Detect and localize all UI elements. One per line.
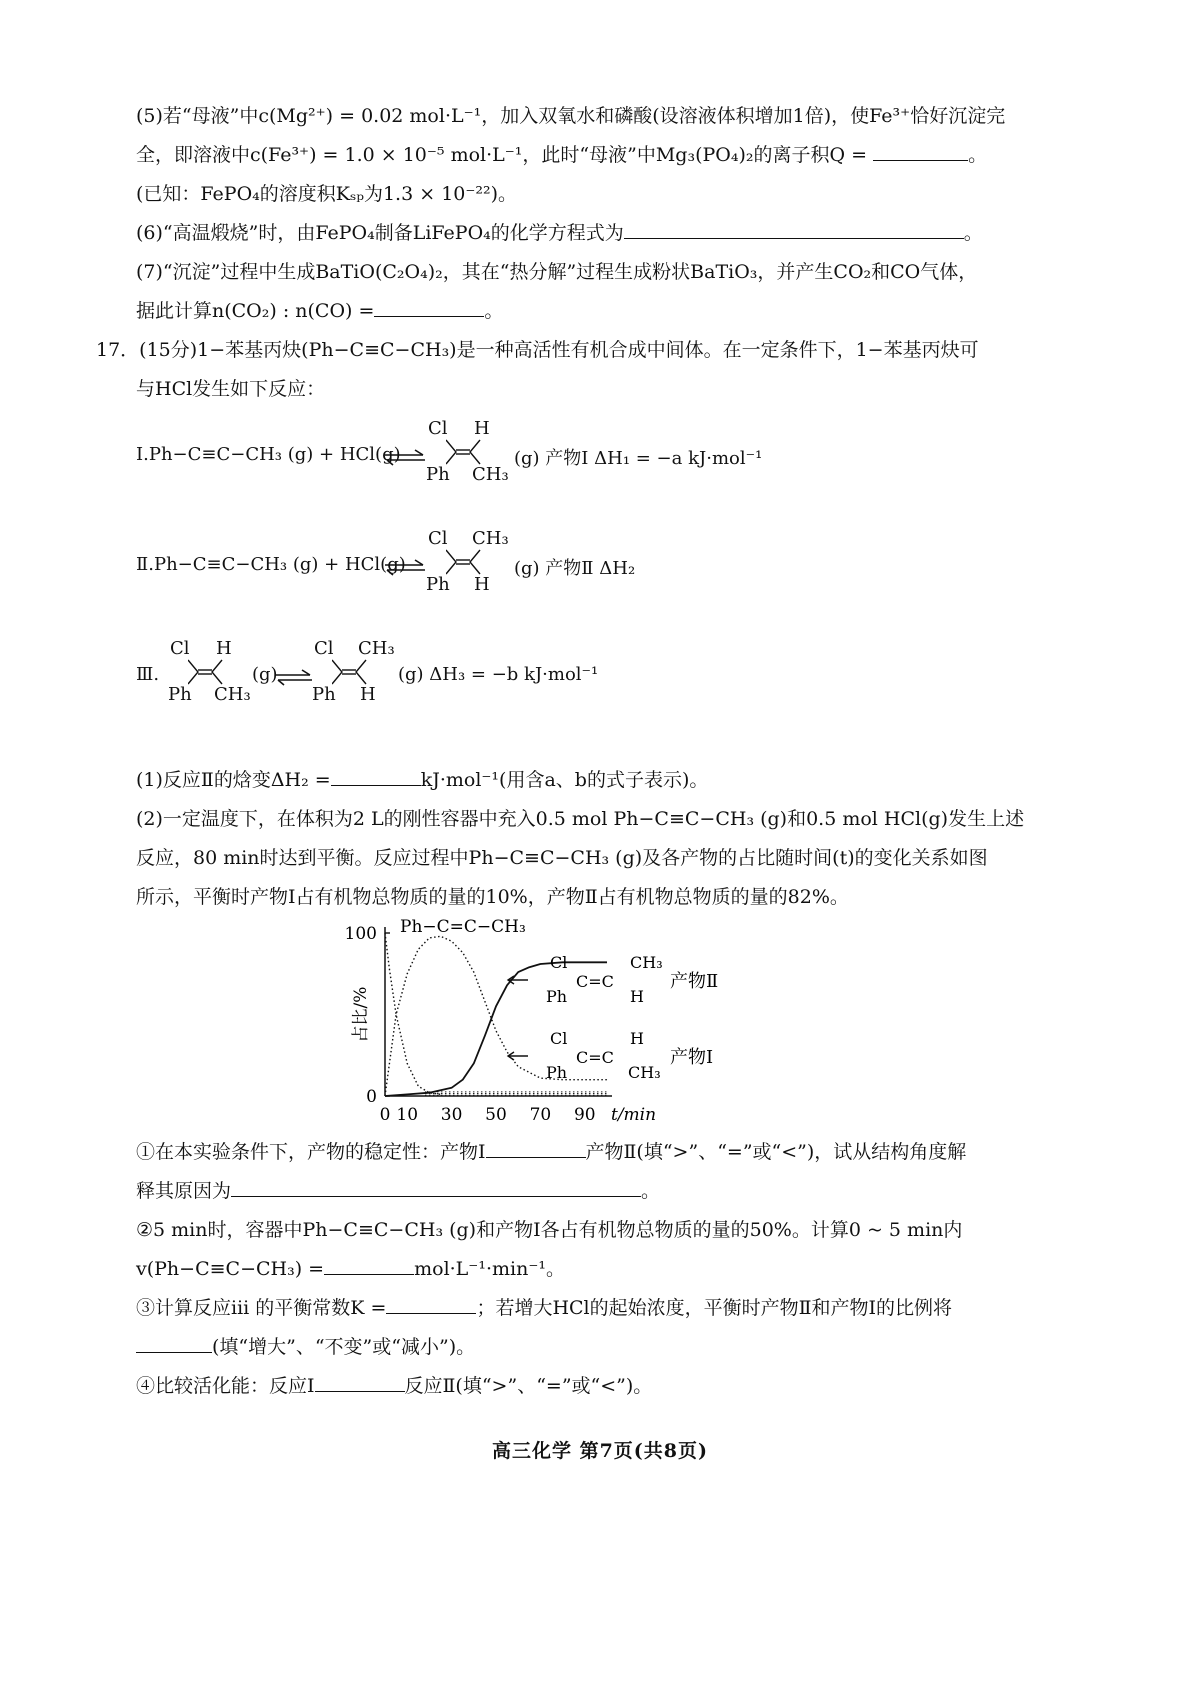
q16-p5-line3: (已知：FePO₄的溶度积Kₛₚ为1.3 × 10⁻²²)。: [136, 183, 518, 205]
x-tick-label: 30: [440, 1105, 463, 1125]
p2-cc: C=C: [576, 972, 614, 991]
p1-name: 产物Ⅰ: [670, 1047, 714, 1068]
x-tick-label: 10: [396, 1105, 419, 1125]
series-line-产物Ⅱ: [385, 962, 607, 1096]
p2-ch3: CH₃: [630, 953, 663, 972]
y-tick-label: 0: [366, 1087, 377, 1107]
answer-blank-reason[interactable]: [231, 1178, 641, 1197]
q17-sub1-line2: 释其原因为 。: [136, 1180, 661, 1202]
p1-cl: Cl: [550, 1029, 568, 1048]
x-axis-label: t/min: [611, 1105, 657, 1125]
product-1-structure: Cl H Ph CH₃: [426, 418, 509, 485]
series-line-产物Ⅰ: [385, 936, 607, 1096]
q17-sub3-line1: ③计算反应ⅲ 的平衡常数K = ；若增大HCl的起始浓度，平衡时产物Ⅱ和产物Ⅰ的比例将: [136, 1297, 953, 1319]
q17-part2-line2: 反应，80 min时达到平衡。反应过程中Ph−C≡C−CH₃ (g)及各产物的占比随时间(t)的变化关系如图: [136, 847, 988, 869]
p1-cc: C=C: [576, 1048, 614, 1067]
p2-h: H: [630, 987, 644, 1006]
p1-h: H: [630, 1029, 644, 1048]
y-axis-label: 占比/%: [351, 986, 371, 1043]
x-tick-label: 50: [485, 1105, 507, 1125]
answer-blank-activation-energy[interactable]: [315, 1373, 405, 1392]
equilibrium-arrow-icon: [383, 558, 427, 576]
p1-ch3: CH₃: [628, 1063, 661, 1082]
composition-chart: [340, 912, 760, 1134]
answer-blank-rate[interactable]: [324, 1256, 414, 1275]
q16-p5-line2: 全，即溶液中c(Fe³⁺) = 1.0 × 10⁻⁵ mol·L⁻¹，此时“母液”中Mg₃(PO₄)₂的离子积Q = 。: [136, 144, 988, 166]
p1-ph: Ph: [546, 1063, 568, 1082]
q17-sub2-line2: v(Ph−C≡C−CH₃) = mol·L⁻¹·min⁻¹。: [136, 1258, 565, 1280]
q16-p7-line1: (7)“沉淀”过程中生成BaTiO(C₂O₄)₂，其在“热分解”过程生成粉状BaTiO₃，并产生CO₂和CO气体，: [136, 261, 978, 283]
q17-sub1-line1: ①在本实验条件下，产物的稳定性：产物Ⅰ 产物Ⅱ(填“>”、“=”或“<”)，试从结构角度解: [136, 1141, 967, 1163]
y-tick-label: 100: [344, 924, 377, 944]
x-tick-label: 70: [529, 1105, 552, 1125]
reaction-3-product-structure: Cl CH₃ Ph H: [312, 638, 395, 705]
answer-blank-dh2[interactable]: [331, 767, 421, 786]
page-footer: 高三化学 第7页(共8页): [491, 1440, 709, 1462]
answer-blank-ratio[interactable]: [374, 298, 484, 317]
series-line-Ph−C=C−CH₃: [385, 933, 441, 1094]
equilibrium-arrow-icon: [274, 668, 314, 686]
q17-part2-line1: (2)一定温度下，在体积为2 L的刚性容器中充入0.5 mol Ph−C≡C−CH₃ (g)和0.5 mol HCl(g)发生上述: [136, 808, 1025, 830]
q17-part1: (1)反应Ⅱ的焓变ΔH₂ = kJ·mol⁻¹(用含a、b的式子表示)。: [136, 769, 709, 791]
answer-blank-stability[interactable]: [486, 1139, 586, 1158]
q17-intro-line2: 与HCl发生如下反应：: [136, 378, 326, 400]
p2-ph: Ph: [546, 987, 568, 1006]
p2-name: 产物Ⅱ: [670, 971, 719, 992]
label-reactant: Ph−C=C−CH₃: [400, 917, 526, 937]
answer-blank-ratio-change[interactable]: [136, 1334, 212, 1353]
q17-sub2-line1: ②5 min时，容器中Ph−C≡C−CH₃ (g)和产物Ⅰ各占有机物总物质的量的50%。计算0 ~ 5 min内: [136, 1219, 963, 1241]
answer-blank-equation[interactable]: [624, 220, 964, 239]
q17-sub3-line2: (填“增大”、“不变”或“减小”)。: [136, 1333, 475, 1361]
q16-p5-line1: (5)若“母液”中c(Mg²⁺) = 0.02 mol·L⁻¹，加入双氧水和磷酸(设溶液体积增加1倍)，使Fe³⁺恰好沉淀完: [136, 105, 1006, 127]
x-tick-label: 90: [573, 1105, 596, 1125]
q17-sub4: ④比较活化能：反应Ⅰ 反应Ⅱ(填“>”、“=”或“<”)。: [136, 1375, 653, 1397]
p2-cl: Cl: [550, 953, 568, 972]
product-2-structure: Cl CH₃ Ph H: [426, 528, 509, 595]
q16-p6: (6)“高温煅烧”时，由FePO₄制备LiFePO₄的化学方程式为 。: [136, 222, 983, 244]
x-tick-label: 0: [379, 1105, 391, 1125]
answer-blank-k[interactable]: [386, 1295, 476, 1314]
q17-part2-line3: 所示，平衡时产物Ⅰ占有机物总物质的量的10%，产物Ⅱ占有机物总物质的量的82%。: [136, 886, 849, 908]
answer-blank-ion-product[interactable]: [873, 142, 968, 161]
reaction-3-reactant-structure: Cl H Ph CH₃: [168, 638, 251, 705]
q16-p7-line2: 据此计算n(CO₂) : n(CO) = 。: [136, 300, 504, 322]
q17-intro-line1: 17．(15分)1−苯基丙炔(Ph−C≡C−CH₃)是一种高活性有机合成中间体。在一定条件下，1−苯基丙炔可: [96, 339, 979, 361]
equilibrium-arrow-icon: [383, 448, 427, 466]
